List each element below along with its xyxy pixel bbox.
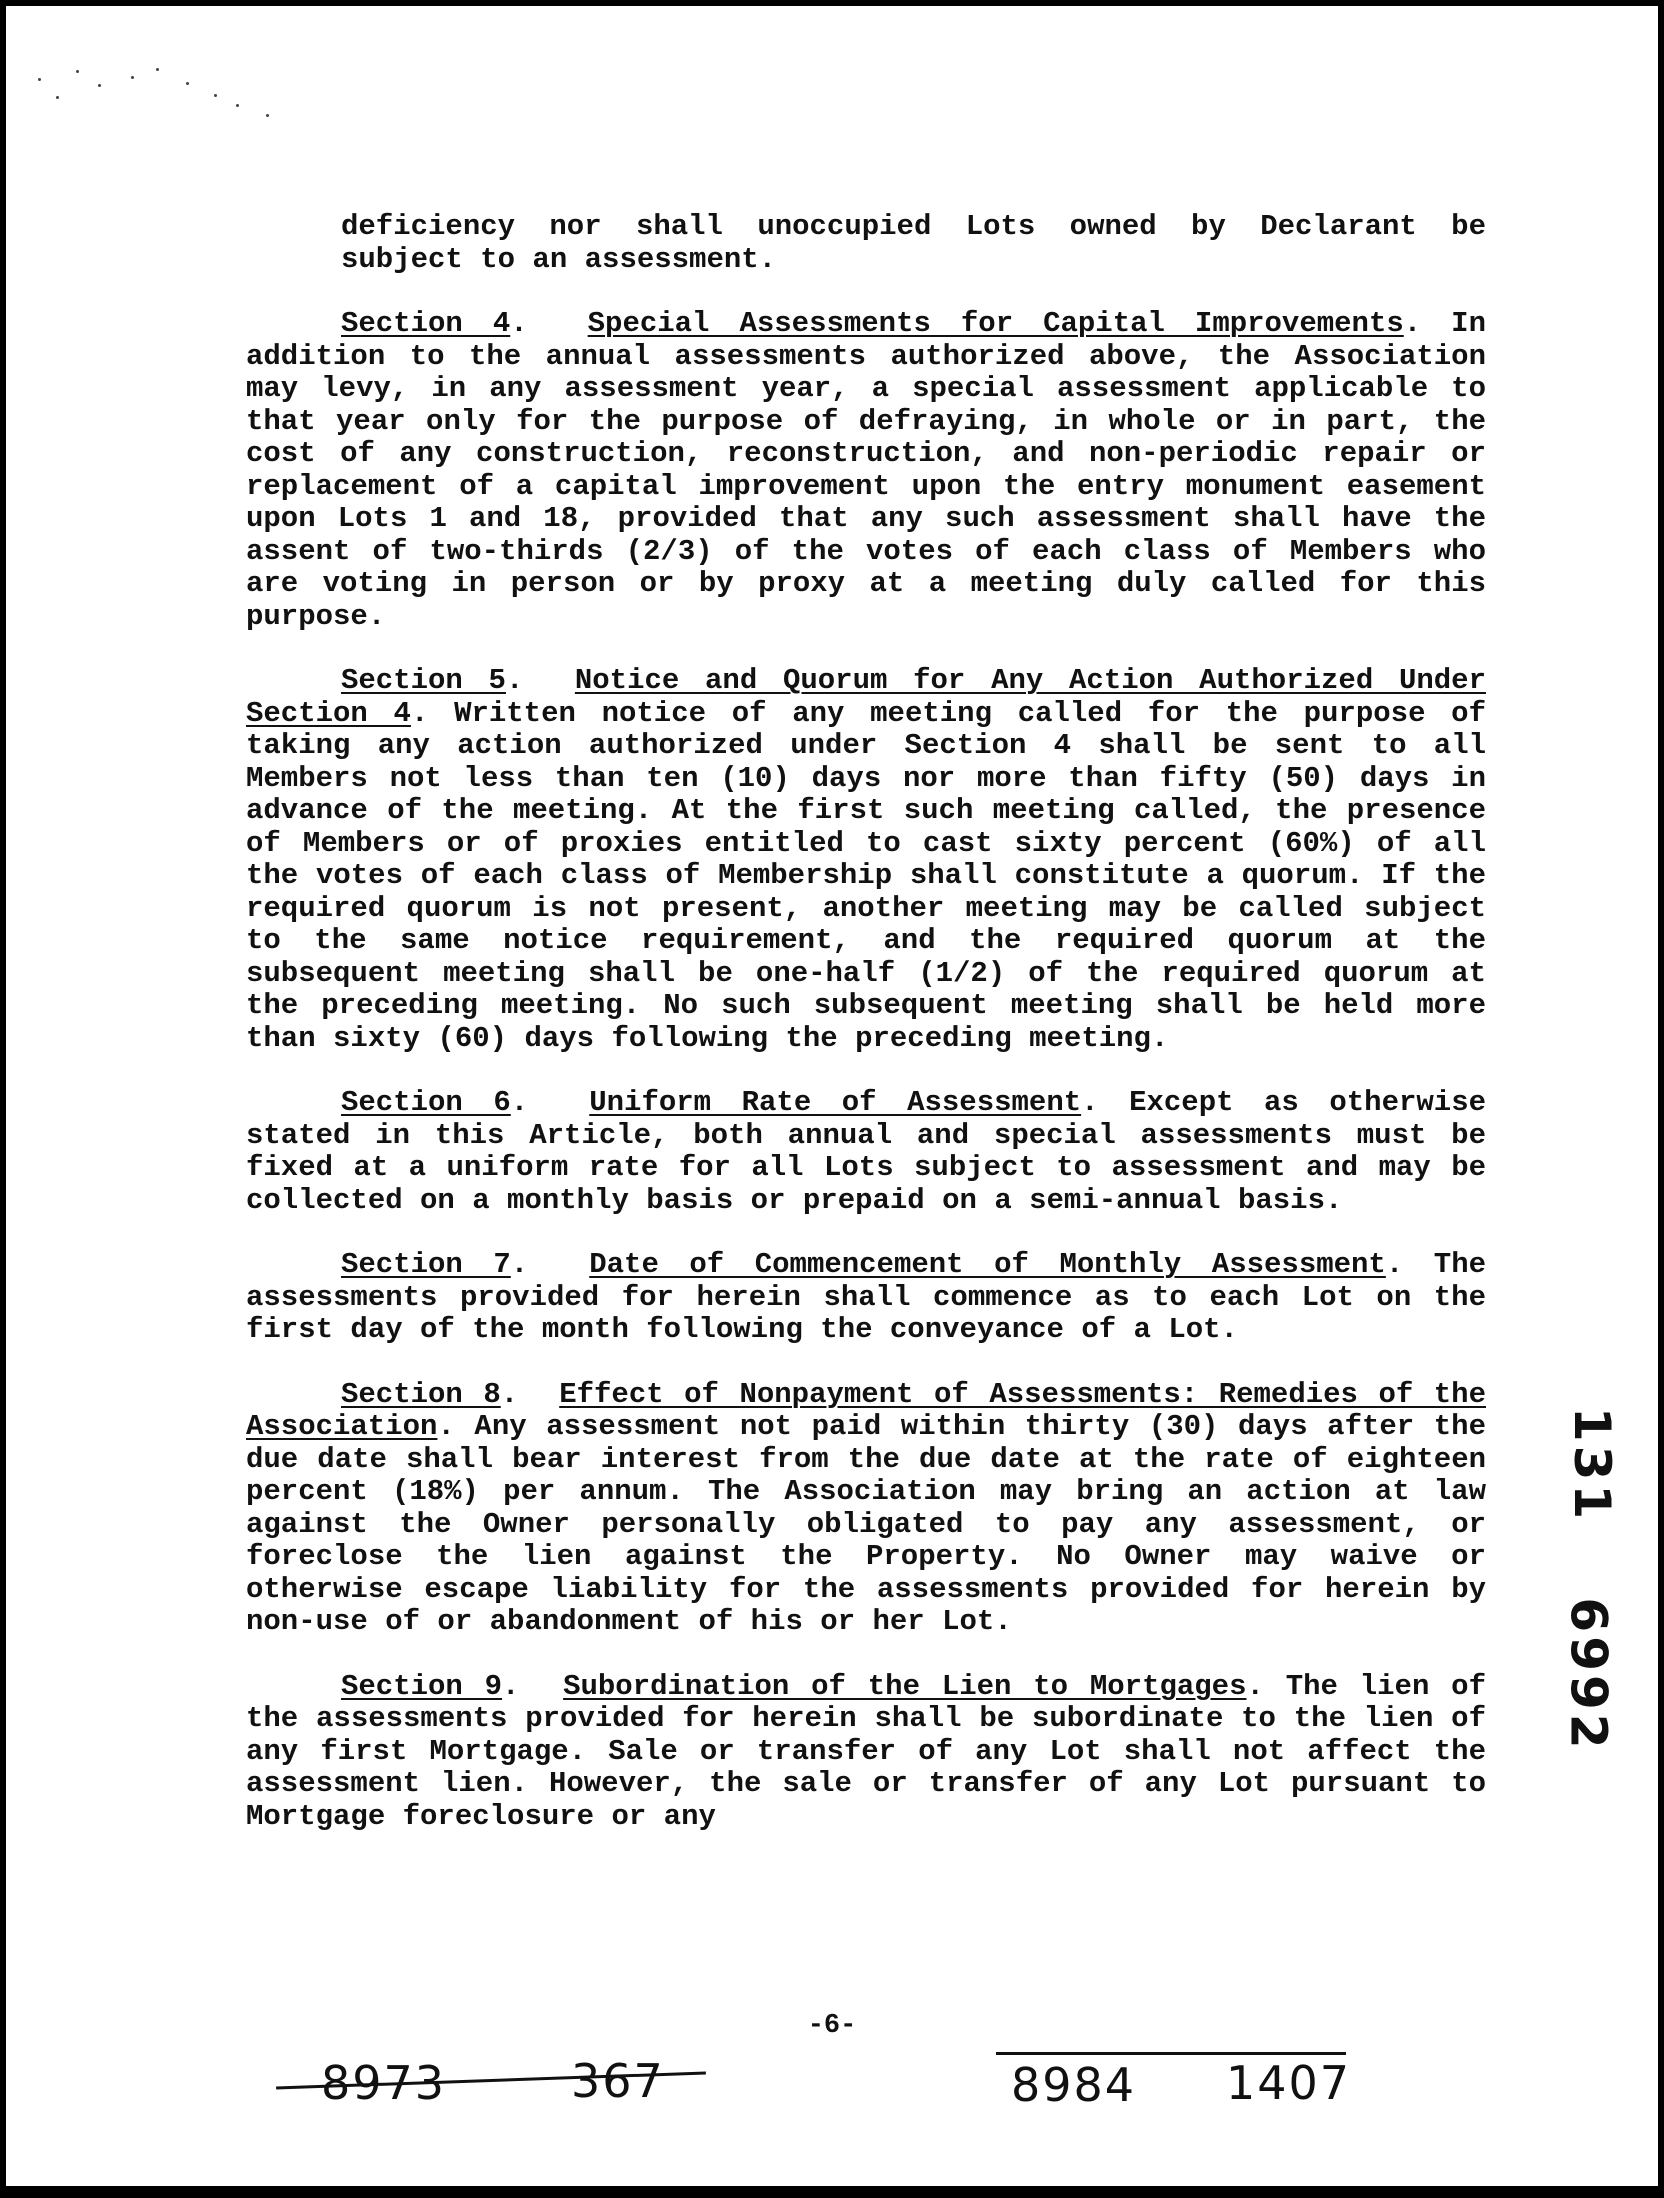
recording-stamp-page: 1407	[1226, 2056, 1352, 2110]
section-6-number: Section 6	[341, 1086, 511, 1119]
document-body	[246, 211, 1486, 1865]
section-9-title: Subordination of the Lien to Mortgages	[563, 1669, 1247, 1703]
section-4-paragraph: Section 4. Special Assessments for Capital Improvements. In addition to the annual assessments authorized above, the Association may levy, in any assessment year, a special assessment applicable to that year only for the purpose of defraying, in whole or in part, the cost of any construction, reconstruction, and non-periodic repair or replacement of a capital improvement upon the entry monument easement upon Lots 1 and 18, provided that any such assessment shall have the assent of two-thirds (2/3) of the votes of each class of Members who are voting in person or by proxy at a meeting duly called for this purpose.	[246, 307, 1486, 633]
section-6-body: Except as otherwise stated in this Article, both annual and special assessments must be fixed at a uniform rate for all Lots subject to assessment and may be collected on a monthly basis or prepaid on a semi-annual basis.	[246, 1086, 1486, 1217]
section-4-number: Section 4	[341, 307, 511, 340]
section-9-paragraph: Section 9. Subordination of the Lien to Mortgages. The lien of the assessments provided for herein shall be subordinate to the lien of any first Mortgage. Sale or transfer of any Lot shall not affect the assessment lien. However, the sale or transfer of any Lot pursuant to Mortgage foreclosure or any	[246, 1669, 1486, 1833]
recording-stamp-struck-book: 8973	[321, 2056, 447, 2110]
section-8-body: Any assessment not paid within thirty (30) days after the due date shall bear interest from the due date at the rate of eighteen percent (18%) per annum. The Association may bring an action at law against the Owner personally obligated to pay any assessment, or foreclose the lien against the Property. No Owner may waive or otherwise escape liability for the assessments provided for herein by non-use of or abandonment of his or her Lot.	[246, 1410, 1486, 1638]
section-7-body: The assessments provided for herein shall commence as to each Lot on the first day of the month following the conveyance of a Lot.	[246, 1248, 1487, 1346]
section-6-paragraph: Section 6. Uniform Rate of Assessment. Except as otherwise stated in this Article, both annual and special assessments must be fixed at a uniform rate for all Lots subject to assessment and may be collected on a monthly basis or prepaid on a semi-annual basis.	[246, 1086, 1486, 1217]
section-5-body: Written notice of any meeting called for the purpose of taking any action authorized under Section 4 shall be sent to all Members not less than ten (10) days nor more than fifty (50) days in advance of the meeting. At the first such meeting called, the presence of Members or of proxies entitled to cast sixty percent (60%) of all the votes of each class of Membership shall constitute a quorum. If the required quorum is not present, another meeting may be called subject to the same notice requirement, and the required quorum at the subsequent meeting shall be one-half (1/2) of the required quorum at the preceding meeting. No such subsequent meeting shall be held more than sixty (60) days following the preceding meeting.	[246, 696, 1486, 1055]
page-number: -6-	[807, 2011, 857, 2041]
section-8-paragraph: Section 8. Effect of Nonpayment of Assessments: Remedies of the Association. Any assessment not paid within thirty (30) days after the due date shall bear interest from the due date at the rate of eighteen percent (18%) per annum. The Association may bring an action at law against the Owner personally obligated to pay any assessment, or foreclose the lien against the Property. No Owner may waive or otherwise escape liability for the assessments provided for herein by non-use of or abandonment of his or her Lot.	[246, 1377, 1486, 1638]
section-8-title: Effect of Nonpayment of Assessments: Remedies of the Association	[246, 1377, 1486, 1443]
document-page	[6, 6, 1658, 2186]
section-9-body: The lien of the assessments provided for herein shall be subordinate to the lien of any first Mortgage. Sale or transfer of any Lot shall not affect the assessment lien. However, the sale or transfer of any Lot pursuant to Mortgage foreclosure or any	[246, 1669, 1486, 1833]
stamp-overline	[996, 2052, 1346, 2055]
section-5-number: Section 5	[341, 664, 506, 697]
recording-stamp-book: 8984	[1011, 2058, 1137, 2112]
section-7-title: Date of Commencement of Monthly Assessment	[589, 1248, 1386, 1281]
section-4-body: In addition to the annual assessments authorized above, the Association may levy, in any assessment year, a special assessment applicable to that year only for the purpose of defraying, in whole or in part, the cost of any construction, reconstruction, and non-periodic repair or replacement of a capital improvement upon the entry monument easement upon Lots 1 and 18, provided that any such assessment shall have the assent of two-thirds (2/3) of the votes of each class of Members who are voting in person or by proxy at a meeting duly called for this purpose.	[246, 307, 1486, 633]
section-7-paragraph: Section 7. Date of Commencement of Monthly Assessment. The assessments provided for herein shall commence as to each Lot on the first day of the month following the conveyance of a Lot.	[246, 1248, 1487, 1346]
margin-stamp-book: 6992	[1559, 1597, 1618, 1753]
margin-stamp-page: 131	[1563, 1406, 1622, 1524]
opening-text: deficiency nor shall unoccupied Lots owned by Declarant be subject to an assessment.	[341, 210, 1486, 276]
section-5-paragraph: Section 5. Notice and Quorum for Any Action Authorized Under Section 4. Written notice of any meeting called for the purpose of taking any action authorized under Section 4 shall be sent to all Members not less than ten (10) days nor more than fifty (50) days in advance of the meeting. At the first such meeting called, the presence of Members or of proxies entitled to cast sixty percent (60%) of all the votes of each class of Membership shall constitute a quorum. If the required quorum is not present, another meeting may be called subject to the same notice requirement, and the required quorum at the subsequent meeting shall be one-half (1/2) of the required quorum at the preceding meeting. No such subsequent meeting shall be held more than sixty (60) days following the preceding meeting.	[246, 664, 1486, 1055]
section-8-number: Section 8	[341, 1377, 501, 1411]
section-5-title: Notice and Quorum for Any Action Authorized Under Section 4	[246, 664, 1486, 730]
section-4-title: Special Assessments for Capital Improvements	[587, 307, 1404, 340]
section-7-number: Section 7	[341, 1248, 511, 1281]
scan-noise	[36, 66, 296, 146]
opening-paragraph	[246, 211, 1486, 276]
section-9-number: Section 9	[341, 1669, 503, 1703]
recording-stamp-struck-page: 367	[571, 2054, 665, 2108]
section-6-title: Uniform Rate of Assessment	[589, 1086, 1082, 1119]
